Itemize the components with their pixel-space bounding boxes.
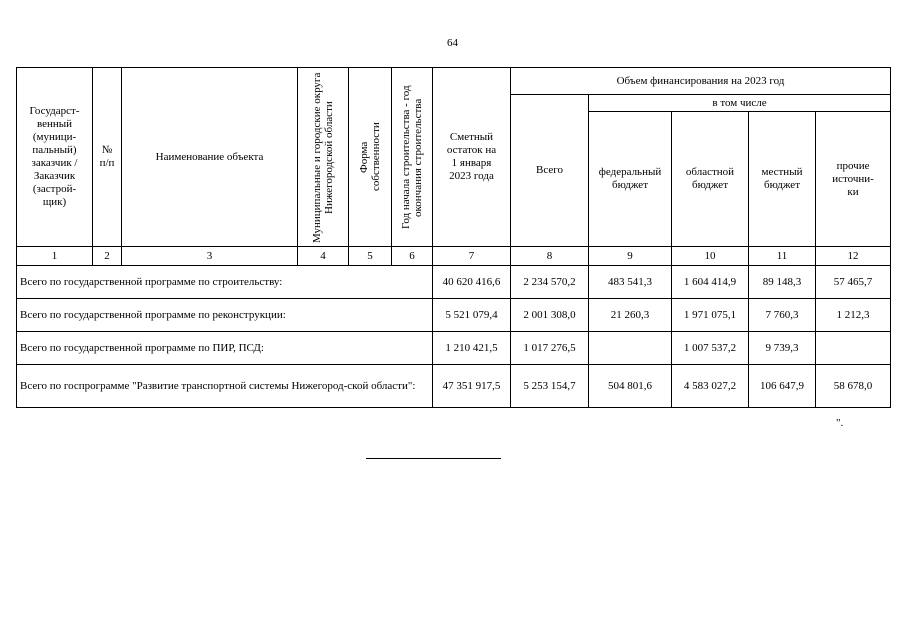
row-regional: 1 604 414,9 xyxy=(672,266,749,299)
column-number: 12 xyxy=(816,247,891,266)
row-total: 2 001 308,0 xyxy=(511,299,589,332)
column-number: 7 xyxy=(433,247,511,266)
column-number: 8 xyxy=(511,247,589,266)
column-number: 10 xyxy=(672,247,749,266)
row-label: Всего по государственной программе по строительству: xyxy=(17,266,433,299)
row-local: 89 148,3 xyxy=(749,266,816,299)
page-number: 64 xyxy=(447,37,458,49)
header-years xyxy=(392,68,433,247)
column-number: 1 xyxy=(17,247,93,266)
table-row xyxy=(17,266,891,299)
header-financing-volume: Объем финансирования на 2023 год xyxy=(511,68,891,95)
row-federal: 483 541,3 xyxy=(589,266,672,299)
row-other: 58 678,0 xyxy=(816,365,891,408)
header-federal xyxy=(589,112,672,247)
row-federal: 504 801,6 xyxy=(589,365,672,408)
row-regional: 1 971 075,1 xyxy=(672,299,749,332)
table-row xyxy=(17,332,891,365)
row-balance: 5 521 079,4 xyxy=(433,299,511,332)
row-balance: 1 210 421,5 xyxy=(433,332,511,365)
row-federal xyxy=(589,332,672,365)
header-total: Всего xyxy=(511,95,589,247)
column-number: 11 xyxy=(749,247,816,266)
header-local xyxy=(749,112,816,247)
row-other: 1 212,3 xyxy=(816,299,891,332)
row-local: 9 739,3 xyxy=(749,332,816,365)
row-label: Всего по государственной программе по реконструкции: xyxy=(17,299,433,332)
header-number xyxy=(93,68,122,247)
financing-table xyxy=(16,67,891,408)
header-ownership xyxy=(349,68,392,247)
column-number-row xyxy=(17,247,891,266)
header-customer xyxy=(17,68,93,247)
row-local: 7 760,3 xyxy=(749,299,816,332)
header-ownership-text: Форма собственности xyxy=(358,122,382,192)
header-including: в том числе xyxy=(589,95,891,112)
header-local-text: местный бюджет xyxy=(761,166,803,191)
row-other xyxy=(816,332,891,365)
header-federal-text: федеральный бюджет xyxy=(598,166,662,191)
column-number: 4 xyxy=(298,247,349,266)
row-total: 2 234 570,2 xyxy=(511,266,589,299)
row-label: Всего по госпрограмме "Развитие транспортной системы Нижегород-ской области": xyxy=(17,365,433,408)
closing-quote-mark: ". xyxy=(836,417,844,429)
row-federal: 21 260,3 xyxy=(589,299,672,332)
row-regional: 1 007 537,2 xyxy=(672,332,749,365)
row-other: 57 465,7 xyxy=(816,266,891,299)
row-total: 1 017 276,5 xyxy=(511,332,589,365)
header-other-text: прочие источни- ки xyxy=(832,159,874,198)
table-row xyxy=(17,365,891,408)
divider-line xyxy=(366,458,501,459)
header-regional xyxy=(672,112,749,247)
table-row xyxy=(17,299,891,332)
header-municipality-text: Муниципальные и городские округа Нижегородской области xyxy=(311,71,335,243)
header-municipality xyxy=(298,68,349,247)
header-number-text: № п/п xyxy=(99,144,115,169)
row-regional: 4 583 027,2 xyxy=(672,365,749,408)
header-years-text: Год начала строительства - год окончания строительства xyxy=(400,85,424,229)
column-number: 3 xyxy=(122,247,298,266)
header-other xyxy=(816,112,891,247)
column-number: 5 xyxy=(349,247,392,266)
column-number: 2 xyxy=(93,247,122,266)
header-estimated-balance xyxy=(433,68,511,247)
column-number: 6 xyxy=(392,247,433,266)
column-number: 9 xyxy=(589,247,672,266)
header-estimated-balance-text: Сметный остаток на 1 января 2023 года xyxy=(446,131,497,182)
header-customer-text: Государст- венный (муници- пальный) заказчик / Заказчик (застрой- щик) xyxy=(29,105,80,208)
header-regional-text: областной бюджет xyxy=(685,166,735,191)
header-object-name: Наименование объекта xyxy=(122,68,298,247)
row-balance: 40 620 416,6 xyxy=(433,266,511,299)
row-total: 5 253 154,7 xyxy=(511,365,589,408)
row-local: 106 647,9 xyxy=(749,365,816,408)
row-label: Всего по государственной программе по ПИР, ПСД: xyxy=(17,332,433,365)
row-balance: 47 351 917,5 xyxy=(433,365,511,408)
